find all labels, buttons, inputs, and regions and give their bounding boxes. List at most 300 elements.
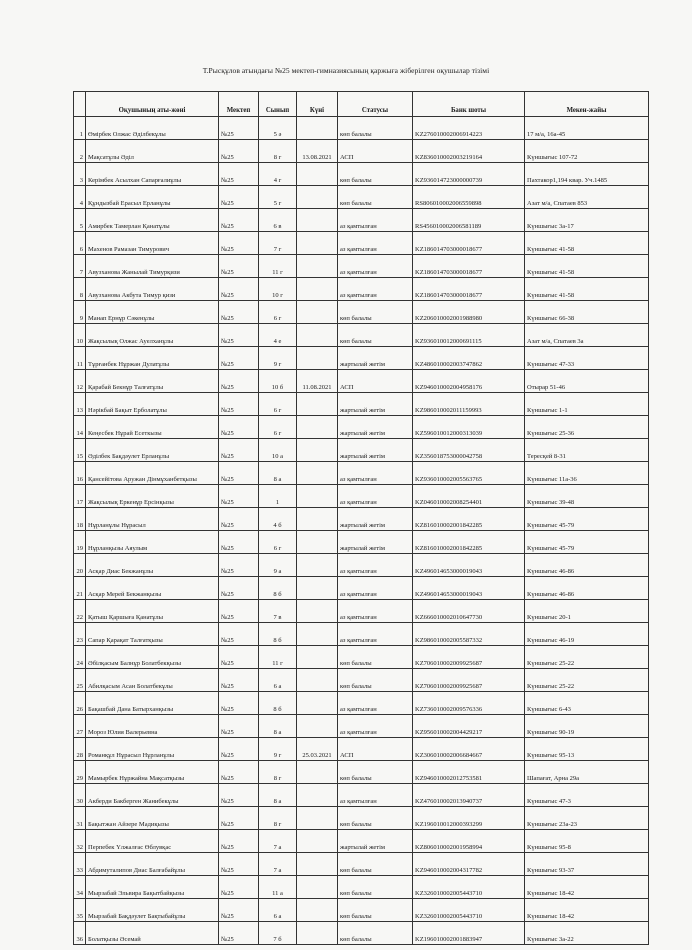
student-name-cell: Әділбек Бақдәулет Ерланұлы xyxy=(86,439,219,462)
date-cell xyxy=(297,347,338,370)
student-name-cell: Мырзабай Эльвира Бақытбайқызы xyxy=(86,876,219,899)
status-cell: көп балалы xyxy=(338,853,413,876)
table-row xyxy=(74,393,649,416)
status-cell: жартылай жетім xyxy=(338,830,413,853)
school-number-cell: №25 xyxy=(219,278,259,301)
status-cell: көп балалы xyxy=(338,922,413,945)
bank-account-cell: KZ486010002003747862 xyxy=(413,347,525,370)
address-cell: 17 м/а, 16а-45 xyxy=(525,117,649,140)
row-number-cell: 33 xyxy=(74,853,86,876)
table-row xyxy=(74,439,649,462)
school-number-cell: №25 xyxy=(219,209,259,232)
student-name-cell: Махенов Рамазан Тимурович xyxy=(86,232,219,255)
date-cell xyxy=(297,508,338,531)
row-number-cell: 25 xyxy=(74,669,86,692)
grade-cell: 10 г xyxy=(259,278,297,301)
table-row xyxy=(74,163,649,186)
grade-cell: 5 г xyxy=(259,186,297,209)
bank-account-cell: KZ596010012000313039 xyxy=(413,416,525,439)
school-number-cell: №25 xyxy=(219,738,259,761)
status-cell: көп балалы xyxy=(338,899,413,922)
status-cell: аз қамтылған xyxy=(338,554,413,577)
bank-account-cell: KZ196010002001883947 xyxy=(413,922,525,945)
date-cell xyxy=(297,485,338,508)
row-number-cell: 27 xyxy=(74,715,86,738)
address-cell: Күншығыс 39-48 xyxy=(525,485,649,508)
student-name-cell: Нәрікбай Бақыт Ерболатұлы xyxy=(86,393,219,416)
date-cell xyxy=(297,692,338,715)
status-cell: көп балалы xyxy=(338,324,413,347)
grade-cell: 8 г xyxy=(259,761,297,784)
bank-account-cell: KZ046010002008254401 xyxy=(413,485,525,508)
bank-account-cell: KZ186014703000018677 xyxy=(413,278,525,301)
status-cell: аз қамтылған xyxy=(338,623,413,646)
grade-cell: 6 а xyxy=(259,899,297,922)
row-number-cell: 16 xyxy=(74,462,86,485)
header-grade: Сынып xyxy=(259,92,297,117)
status-cell: АСП xyxy=(338,370,413,393)
status-cell: аз қамтылған xyxy=(338,577,413,600)
row-number-cell: 36 xyxy=(74,922,86,945)
school-number-cell: №25 xyxy=(219,163,259,186)
school-number-cell: №25 xyxy=(219,531,259,554)
status-cell: аз қамтылған xyxy=(338,715,413,738)
grade-cell: 8 б xyxy=(259,623,297,646)
status-cell: АСП xyxy=(338,738,413,761)
address-cell: Күншығыс 45-79 xyxy=(525,508,649,531)
address-cell: Тересқей 8-31 xyxy=(525,439,649,462)
table-row xyxy=(74,692,649,715)
header-account: Банк шоты xyxy=(413,92,525,117)
school-number-cell: №25 xyxy=(219,669,259,692)
row-number-cell: 34 xyxy=(74,876,86,899)
bank-account-cell: KZ206010002001988980 xyxy=(413,301,525,324)
grade-cell: 8 а xyxy=(259,462,297,485)
date-cell xyxy=(297,623,338,646)
table-row xyxy=(74,899,649,922)
student-name-cell: Абилқасым Асан Болатбекұлы xyxy=(86,669,219,692)
row-number-cell: 28 xyxy=(74,738,86,761)
bank-account-cell: KZ276010002006914223 xyxy=(413,117,525,140)
bank-account-cell: KZ806010002001958994 xyxy=(413,830,525,853)
row-number-cell: 8 xyxy=(74,278,86,301)
address-cell: Күншығыс 6-43 xyxy=(525,692,649,715)
address-cell: Күншығыс 46-86 xyxy=(525,577,649,600)
address-cell: Күншығыс 41-58 xyxy=(525,278,649,301)
status-cell: көп балалы xyxy=(338,301,413,324)
date-cell xyxy=(297,669,338,692)
student-name-cell: Абдимуталипов Диас Балғабайұлы xyxy=(86,853,219,876)
bank-account-cell: KZ706010002009925687 xyxy=(413,646,525,669)
grade-cell: 4 е xyxy=(259,324,297,347)
address-cell: Күншығыс 45-79 xyxy=(525,531,649,554)
row-number-cell: 17 xyxy=(74,485,86,508)
status-cell: көп балалы xyxy=(338,117,413,140)
student-name-cell: Асқар Мерей Бекжанқызы xyxy=(86,577,219,600)
address-cell: Күншығыс 25-36 xyxy=(525,416,649,439)
school-number-cell: №25 xyxy=(219,416,259,439)
status-cell: көп балалы xyxy=(338,876,413,899)
status-cell: аз қамтылған xyxy=(338,784,413,807)
grade-cell: 8 б xyxy=(259,577,297,600)
grade-cell: 6 в xyxy=(259,209,297,232)
row-number-cell: 12 xyxy=(74,370,86,393)
table-row xyxy=(74,738,649,761)
date-cell xyxy=(297,554,338,577)
row-number-cell: 14 xyxy=(74,416,86,439)
student-name-cell: Манап Ернұр Сәкенұлы xyxy=(86,301,219,324)
date-cell xyxy=(297,922,338,945)
school-number-cell: №25 xyxy=(219,899,259,922)
status-cell: АСП xyxy=(338,140,413,163)
date-cell xyxy=(297,807,338,830)
address-cell: Күншығыс 46-86 xyxy=(525,554,649,577)
status-cell: көп балалы xyxy=(338,186,413,209)
bank-account-cell: KZ326010002005443710 xyxy=(413,899,525,922)
address-cell: Күншығыс 18-42 xyxy=(525,876,649,899)
student-name-cell: Авузханова Жанылай Тимурқизи xyxy=(86,255,219,278)
address-cell: Күншығыс 95-8 xyxy=(525,830,649,853)
table-row xyxy=(74,876,649,899)
status-cell: аз қамтылған xyxy=(338,692,413,715)
school-number-cell: №25 xyxy=(219,830,259,853)
bank-account-cell: KZ666010002010647730 xyxy=(413,600,525,623)
status-cell: көп балалы xyxy=(338,761,413,784)
date-cell xyxy=(297,186,338,209)
date-cell xyxy=(297,278,338,301)
address-cell: Күншығыс 3а-22 xyxy=(525,922,649,945)
grade-cell: 7 а xyxy=(259,853,297,876)
table-row xyxy=(74,347,649,370)
table-row xyxy=(74,324,649,347)
row-number-cell: 2 xyxy=(74,140,86,163)
row-number-cell: 11 xyxy=(74,347,86,370)
row-number-cell: 6 xyxy=(74,232,86,255)
table-row xyxy=(74,117,649,140)
date-cell xyxy=(297,899,338,922)
grade-cell: 9 г xyxy=(259,738,297,761)
bank-account-cell: KZ706010002009925687 xyxy=(413,669,525,692)
address-cell: Күншығыс 23а-23 xyxy=(525,807,649,830)
date-cell xyxy=(297,600,338,623)
school-number-cell: №25 xyxy=(219,393,259,416)
date-cell xyxy=(297,876,338,899)
grade-cell: 9 а xyxy=(259,554,297,577)
date-cell: 11.08.2021 xyxy=(297,370,338,393)
school-number-cell: №25 xyxy=(219,623,259,646)
student-name-cell: Өмірбек Олжас Әділбекұлы xyxy=(86,117,219,140)
student-name-cell: Кеңесбек Нұрай Есеткызы xyxy=(86,416,219,439)
bank-account-cell: RS806010002006559898 xyxy=(413,186,525,209)
date-cell: 25.03.2021 xyxy=(297,738,338,761)
table-row xyxy=(74,255,649,278)
student-name-cell: Нұрланұлы Нұрасыл xyxy=(86,508,219,531)
school-number-cell: №25 xyxy=(219,853,259,876)
address-cell: Күншығыс 47-33 xyxy=(525,347,649,370)
address-cell: Күншығыс 25-22 xyxy=(525,669,649,692)
header-number xyxy=(74,92,86,117)
school-number-cell: №25 xyxy=(219,876,259,899)
status-cell: жартылай жетім xyxy=(338,508,413,531)
grade-cell: 6 г xyxy=(259,393,297,416)
date-cell xyxy=(297,393,338,416)
school-number-cell: №25 xyxy=(219,485,259,508)
bank-account-cell: KZ986010002011159993 xyxy=(413,393,525,416)
table-row xyxy=(74,209,649,232)
date-cell xyxy=(297,255,338,278)
grade-cell: 4 б xyxy=(259,508,297,531)
school-number-cell: №25 xyxy=(219,255,259,278)
bank-account-cell: KZ186014703000018677 xyxy=(413,232,525,255)
student-name-cell: Нұрланқызы Аяулым xyxy=(86,531,219,554)
student-name-cell: Перпебек Үлжалғас Өблувқас xyxy=(86,830,219,853)
address-cell: Пахтакор1,194 квар. Уч.1485 xyxy=(525,163,649,186)
grade-cell: 10 б xyxy=(259,370,297,393)
status-cell: аз қамтылған xyxy=(338,462,413,485)
table-row xyxy=(74,715,649,738)
date-cell xyxy=(297,830,338,853)
table-row xyxy=(74,140,649,163)
header-name: Оқушының аты-жөні xyxy=(86,92,219,117)
grade-cell: 8 а xyxy=(259,784,297,807)
row-number-cell: 15 xyxy=(74,439,86,462)
status-cell: аз қамтылған xyxy=(338,485,413,508)
header-school: Мектеп xyxy=(219,92,259,117)
bank-account-cell: KZ306010002006684667 xyxy=(413,738,525,761)
table-body xyxy=(74,117,649,945)
bank-account-cell: KZ356018753000042758 xyxy=(413,439,525,462)
address-cell: Шапағат, Арна 29а xyxy=(525,761,649,784)
table-header-row xyxy=(74,92,649,117)
bank-account-cell: KZ936014723000000739 xyxy=(413,163,525,186)
status-cell: көп балалы xyxy=(338,163,413,186)
date-cell xyxy=(297,462,338,485)
table-row xyxy=(74,853,649,876)
school-number-cell: №25 xyxy=(219,554,259,577)
row-number-cell: 26 xyxy=(74,692,86,715)
date-cell xyxy=(297,209,338,232)
school-number-cell: №25 xyxy=(219,646,259,669)
table-row xyxy=(74,646,649,669)
student-name-cell: Тұрғанбек Нұржан Дулатұлы xyxy=(86,347,219,370)
bank-account-cell: KZ816010002001842285 xyxy=(413,508,525,531)
header-status: Статусы xyxy=(338,92,413,117)
row-number-cell: 13 xyxy=(74,393,86,416)
row-number-cell: 35 xyxy=(74,899,86,922)
student-name-cell: Бақашбай Дана Батырханқызы xyxy=(86,692,219,715)
bank-account-cell: KZ946010002004958176 xyxy=(413,370,525,393)
student-name-cell: Асқар Диас Бекжанұлы xyxy=(86,554,219,577)
school-number-cell: №25 xyxy=(219,508,259,531)
bank-account-cell: KZ986010002005587332 xyxy=(413,623,525,646)
student-name-cell: Қатыш Қаршыға Қанатұлы xyxy=(86,600,219,623)
student-name-cell: Романқұл Нұрасыл Нұрланұлы xyxy=(86,738,219,761)
bank-account-cell: KZ496014653000019043 xyxy=(413,577,525,600)
row-number-cell: 22 xyxy=(74,600,86,623)
school-number-cell: №25 xyxy=(219,692,259,715)
grade-cell: 7 б xyxy=(259,922,297,945)
school-number-cell: №25 xyxy=(219,761,259,784)
student-name-cell: Жақсылық Еркенұр Ерсінқызы xyxy=(86,485,219,508)
date-cell xyxy=(297,324,338,347)
row-number-cell: 19 xyxy=(74,531,86,554)
bank-account-cell: RS456010002006581189 xyxy=(413,209,525,232)
status-cell: көп балалы xyxy=(338,669,413,692)
row-number-cell: 5 xyxy=(74,209,86,232)
status-cell: жартылай жетім xyxy=(338,347,413,370)
school-number-cell: №25 xyxy=(219,807,259,830)
student-name-cell: Әбілқасым Балнұр Болатбекқызы xyxy=(86,646,219,669)
row-number-cell: 3 xyxy=(74,163,86,186)
student-name-cell: Амирбек Тамерлан Қанатұлы xyxy=(86,209,219,232)
date-cell xyxy=(297,715,338,738)
address-cell: Күншығыс 95-13 xyxy=(525,738,649,761)
school-number-cell: №25 xyxy=(219,347,259,370)
address-cell: Күншығыс 1-1 xyxy=(525,393,649,416)
table-row xyxy=(74,278,649,301)
school-number-cell: №25 xyxy=(219,462,259,485)
school-number-cell: №25 xyxy=(219,186,259,209)
table-row xyxy=(74,623,649,646)
address-cell: Күншығыс 47-3 xyxy=(525,784,649,807)
grade-cell: 8 б xyxy=(259,692,297,715)
bank-account-cell: KZ186014703000018677 xyxy=(413,255,525,278)
table-row xyxy=(74,301,649,324)
table-row xyxy=(74,554,649,577)
date-cell xyxy=(297,761,338,784)
row-number-cell: 10 xyxy=(74,324,86,347)
address-cell: Отырар 51-46 xyxy=(525,370,649,393)
address-cell: Күншығыс 46-19 xyxy=(525,623,649,646)
grade-cell: 4 г xyxy=(259,163,297,186)
bank-account-cell: KZ326010002005443710 xyxy=(413,876,525,899)
address-cell: Күншығыс 25-22 xyxy=(525,646,649,669)
students-table xyxy=(73,91,649,945)
grade-cell: 9 г xyxy=(259,347,297,370)
student-name-cell: Мороз Юлия Валерьевна xyxy=(86,715,219,738)
date-cell xyxy=(297,232,338,255)
school-number-cell: №25 xyxy=(219,301,259,324)
table-row xyxy=(74,186,649,209)
table-row xyxy=(74,370,649,393)
date-cell xyxy=(297,117,338,140)
bank-account-cell: KZ816010002001842285 xyxy=(413,531,525,554)
table-row xyxy=(74,761,649,784)
table-row xyxy=(74,600,649,623)
address-cell: Күншығыс 93-37 xyxy=(525,853,649,876)
date-cell: 13.08.2021 xyxy=(297,140,338,163)
school-number-cell: №25 xyxy=(219,600,259,623)
student-name-cell: Жақсылық Олжас Ауелханұлы xyxy=(86,324,219,347)
status-cell: жартылай жетім xyxy=(338,416,413,439)
table-row xyxy=(74,807,649,830)
bank-account-cell: KZ946010002004317782 xyxy=(413,853,525,876)
address-cell: Азат м/а, Спатаев 3а xyxy=(525,324,649,347)
status-cell: аз қамтылған xyxy=(338,209,413,232)
school-number-cell: №25 xyxy=(219,922,259,945)
address-cell: Күншығыс 3а-17 xyxy=(525,209,649,232)
date-cell xyxy=(297,163,338,186)
date-cell xyxy=(297,416,338,439)
school-number-cell: №25 xyxy=(219,715,259,738)
row-number-cell: 24 xyxy=(74,646,86,669)
bank-account-cell: KZ196010012000393299 xyxy=(413,807,525,830)
header-address: Мекен-жайы xyxy=(525,92,649,117)
school-number-cell: №25 xyxy=(219,370,259,393)
grade-cell: 1 xyxy=(259,485,297,508)
status-cell: аз қамтылған xyxy=(338,600,413,623)
address-cell: Күншығыс 18-42 xyxy=(525,899,649,922)
grade-cell: 6 г xyxy=(259,531,297,554)
table-row xyxy=(74,508,649,531)
table-row xyxy=(74,784,649,807)
address-cell: Күншығыс 41-58 xyxy=(525,255,649,278)
grade-cell: 10 а xyxy=(259,439,297,462)
student-name-cell: Керімбек Асылхан Сапарғалиұлы xyxy=(86,163,219,186)
row-number-cell: 7 xyxy=(74,255,86,278)
address-cell: Күншығыс 20-1 xyxy=(525,600,649,623)
status-cell: көп балалы xyxy=(338,807,413,830)
row-number-cell: 1 xyxy=(74,117,86,140)
address-cell: Азат м/а, Спатаев 853 xyxy=(525,186,649,209)
school-number-cell: №25 xyxy=(219,140,259,163)
address-cell: Күншығыс 66-38 xyxy=(525,301,649,324)
status-cell: аз қамтылған xyxy=(338,232,413,255)
table-row xyxy=(74,232,649,255)
status-cell: жартылай жетім xyxy=(338,531,413,554)
school-number-cell: №25 xyxy=(219,117,259,140)
school-number-cell: №25 xyxy=(219,577,259,600)
bank-account-cell: KZ956010002004429217 xyxy=(413,715,525,738)
grade-cell: 11 г xyxy=(259,255,297,278)
school-number-cell: №25 xyxy=(219,439,259,462)
date-cell xyxy=(297,301,338,324)
grade-cell: 7 а xyxy=(259,830,297,853)
bank-account-cell: KZ936010012000691115 xyxy=(413,324,525,347)
status-cell: көп балалы xyxy=(338,646,413,669)
grade-cell: 8 г xyxy=(259,140,297,163)
bank-account-cell: KZ736010002009576336 xyxy=(413,692,525,715)
date-cell xyxy=(297,853,338,876)
grade-cell: 7 в xyxy=(259,600,297,623)
date-cell xyxy=(297,646,338,669)
table-row xyxy=(74,416,649,439)
student-name-cell: Мырзабай Бақдәулет Бақтыбайұлы xyxy=(86,899,219,922)
row-number-cell: 20 xyxy=(74,554,86,577)
status-cell: жартылай жетім xyxy=(338,439,413,462)
row-number-cell: 4 xyxy=(74,186,86,209)
address-cell: Күншығыс 90-19 xyxy=(525,715,649,738)
grade-cell: 5 ә xyxy=(259,117,297,140)
table-row xyxy=(74,577,649,600)
address-cell: Күншығыс 41-58 xyxy=(525,232,649,255)
school-number-cell: №25 xyxy=(219,232,259,255)
bank-account-cell: KZ936010002005563765 xyxy=(413,462,525,485)
bank-account-cell: KZ836010002003219164 xyxy=(413,140,525,163)
table-row xyxy=(74,830,649,853)
date-cell xyxy=(297,784,338,807)
row-number-cell: 30 xyxy=(74,784,86,807)
grade-cell: 8 г xyxy=(259,807,297,830)
bank-account-cell: KZ476010002013940737 xyxy=(413,784,525,807)
table-row xyxy=(74,669,649,692)
document-title: Т.Рысқұлов атындағы №25 мектеп-гимназиясының қаржыға жіберілген оқушылар тізімі xyxy=(202,66,490,75)
address-cell: Күншығыс 107-72 xyxy=(525,140,649,163)
date-cell xyxy=(297,439,338,462)
student-name-cell: Сапар Қарақат Талғатқызы xyxy=(86,623,219,646)
table-row xyxy=(74,531,649,554)
date-cell xyxy=(297,577,338,600)
